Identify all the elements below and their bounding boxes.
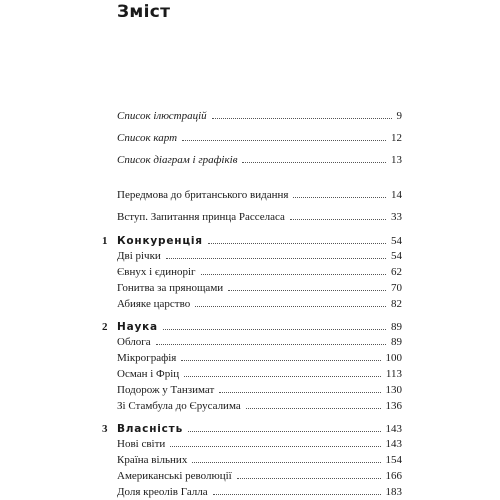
toc-entry-label: Гонитва за прянощами [117,282,224,294]
toc-entry-page: 33 [391,211,402,223]
leader-dots [184,376,381,377]
toc-entry-page: 89 [391,336,402,348]
toc-entry-list-of-diagrams[interactable] [0,152,500,168]
toc-entry-label: Список діаграм і графіків [117,154,238,166]
leader-dots [228,290,386,291]
chapter-title: Конкуренція [117,235,203,247]
toc-entry-label: Американські революції [117,470,232,482]
toc-entry-page: 143 [385,423,402,435]
toc-entry-page: 143 [385,438,402,450]
toc-entry-page: 183 [385,486,402,498]
leader-dots [213,494,381,495]
leader-dots [195,306,386,307]
leader-dots [212,118,392,119]
leader-dots [192,462,380,463]
toc-entry-label: Країна вільних [117,454,188,466]
toc-entry-page: 12 [391,132,402,144]
toc-entry-page: 9 [396,110,402,122]
toc-section[interactable] [0,350,500,366]
leader-dots [170,446,380,447]
toc-entry-page: 89 [391,321,402,333]
toc-entry-label: Євнух і єдиноріг [117,266,196,278]
toc-entry-page: 136 [385,400,402,412]
leader-dots [219,392,380,393]
leader-dots [242,162,386,163]
toc-section[interactable] [0,382,500,398]
chapter-title: Наука [117,321,158,333]
toc-entry-page: 154 [385,454,402,466]
toc-section[interactable] [0,398,500,414]
toc-entry-label: Абияке царство [117,298,191,310]
leader-dots [181,360,380,361]
toc-section[interactable] [0,248,500,264]
leader-dots [188,431,380,432]
toc-section[interactable] [0,484,500,500]
toc-section[interactable] [0,436,500,452]
leader-dots [290,219,386,220]
leader-dots [246,408,381,409]
toc-entry-page: 62 [391,266,402,278]
toc-entry-label: Вступ. Запитання принца Расселаса [117,211,285,223]
toc-entry-page: 14 [391,189,402,201]
toc-section[interactable] [0,264,500,280]
toc-entry-label: Зі Стамбула до Єрусалима [117,400,241,412]
toc-section[interactable] [0,296,500,312]
toc-chapter-3[interactable] [0,421,500,437]
leader-dots [237,478,381,479]
toc-entry-page: 13 [391,154,402,166]
toc-entry-page: 100 [385,352,402,364]
leader-dots [182,140,386,141]
toc-entry-page: 130 [385,384,402,396]
toc-entry-label: Мікрографія [117,352,177,364]
toc-entry-label: Дві річки [117,250,161,262]
leader-dots [163,329,386,330]
leader-dots [201,274,386,275]
toc-section[interactable] [0,334,500,350]
toc-entry-page: 166 [385,470,402,482]
leader-dots [208,243,386,244]
toc-entry-label: Нові світи [117,438,166,450]
chapter-number: 2 [102,321,108,333]
toc-entry-label: Доля креолів Галла [117,486,208,498]
toc-entry-label: Подорож у Танзимат [117,384,215,396]
toc-entry-label: Осман і Фріц [117,368,180,380]
page-title: Зміст [117,2,171,22]
toc-entry-introduction[interactable] [0,209,500,225]
toc-entry-page: 54 [391,250,402,262]
toc-chapter-2[interactable] [0,319,500,335]
toc-entry-preface[interactable] [0,187,500,203]
leader-dots [166,258,386,259]
leader-dots [293,197,386,198]
toc-entry-page: 82 [391,298,402,310]
toc-entry-label: Передмова до британського видання [117,189,289,201]
toc-section[interactable] [0,452,500,468]
toc-entry-page: 113 [385,368,402,380]
toc-section[interactable] [0,280,500,296]
toc-chapter-1[interactable] [0,233,500,249]
toc-entry-page: 70 [391,282,402,294]
toc-entry-label: Список карт [117,132,178,144]
toc-entry-list-of-illustrations[interactable] [0,108,500,124]
chapter-title: Власність [117,423,184,435]
toc-entry-label: Облога [117,336,151,348]
toc-entry-label: Список ілюстрацій [117,110,207,122]
toc-entry-list-of-maps[interactable] [0,130,500,146]
toc-entry-page: 54 [391,235,402,247]
toc-section[interactable] [0,366,500,382]
chapter-number: 3 [102,423,108,435]
leader-dots [156,344,386,345]
chapter-number: 1 [102,235,108,247]
toc-section[interactable] [0,468,500,484]
